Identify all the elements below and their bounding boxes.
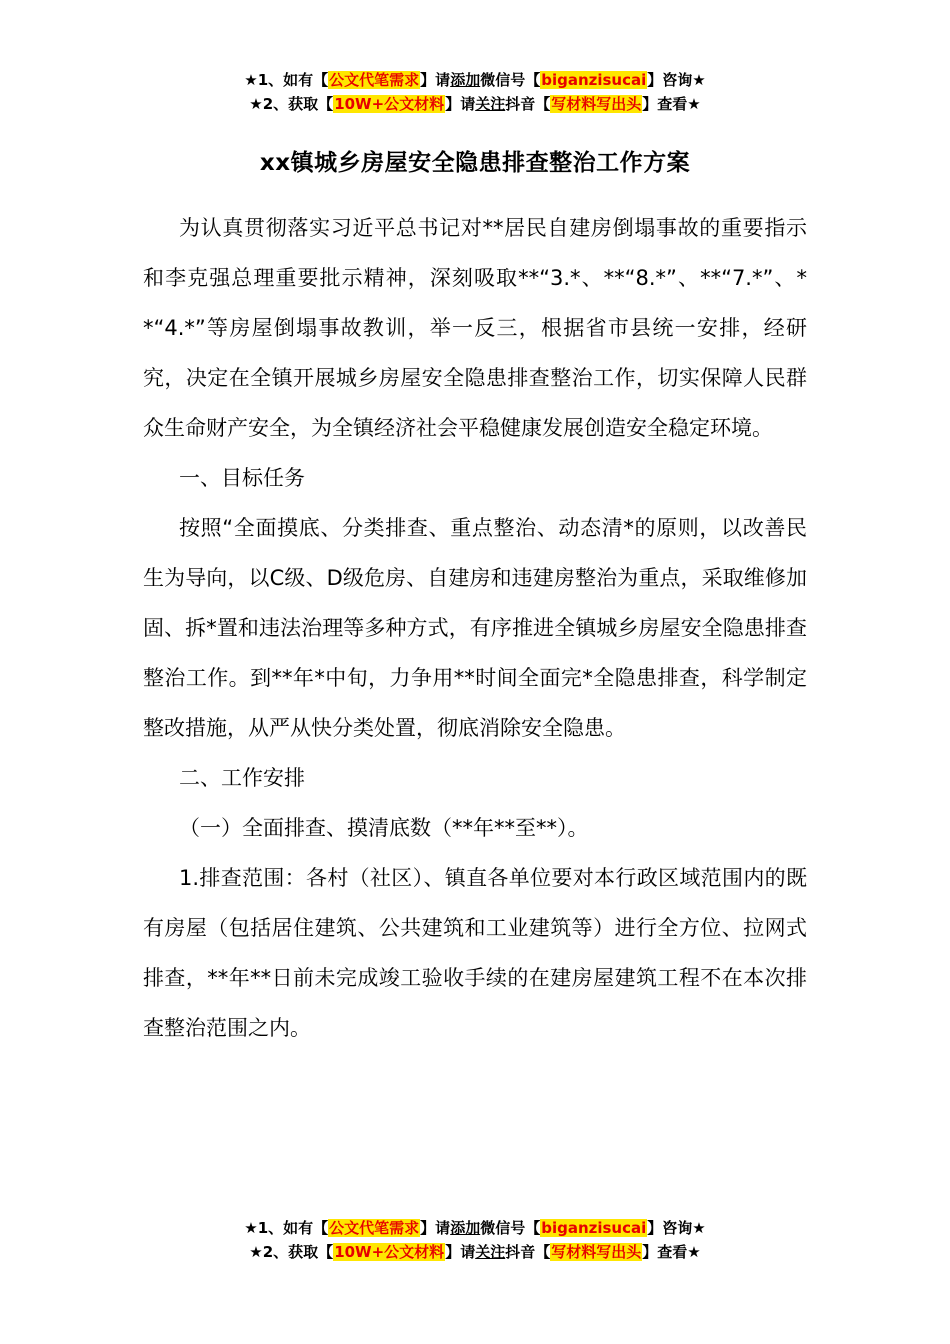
promo-douyin-id: 写材料写出头 <box>551 95 642 113</box>
promo-text: 】请 <box>445 95 476 113</box>
promo-douyin-id: 写材料写出头 <box>551 1243 642 1261</box>
promo-line-1 <box>0 68 950 92</box>
promo-highlight: 10W+公文材料 <box>334 95 445 113</box>
promo-text: ★2、获取【 <box>249 95 334 113</box>
promo-line-1 <box>0 1216 950 1240</box>
promo-text: 】请 <box>420 1219 451 1237</box>
promo-text: 】查看★ <box>642 95 701 113</box>
section-heading-arrangement: 二、工作安排 <box>179 766 305 790</box>
paragraph-goals: 按照“全面摸底、分类排查、重点整治、动态清*的原则，以改善民生为导向，以C级、D级危房、自建房和违建房整治为重点，采取维修加固、拆*置和违法治理等多种方式，有序推进全镇城乡房屋安全隐患排查整治工作。到**年*中旬，力争用**时间全面完*全隐患排查，科学制定整改措施，从严从快分类处置，彻底消除安全隐患。 <box>143 516 807 740</box>
promo-underlined: 关注 <box>475 95 506 113</box>
section-heading-goals: 一、目标任务 <box>179 466 305 490</box>
promo-wechat-id: biganzisucai <box>541 1219 647 1237</box>
paragraph-scope: 1.排查范围：各村（社区）、镇直各单位要对本行政区域范围内的既有房屋（包括居住建筑、公共建筑和工业建筑等）进行全方位、拉网式排查，**年**日前未完成竣工验收手续的在建房屋建筑工程不在本次排查整治范围之内。 <box>143 866 807 1040</box>
promo-text: 】查看★ <box>642 1243 701 1261</box>
promo-text: 】咨询★ <box>647 1219 706 1237</box>
promo-text: 】请 <box>420 71 451 89</box>
promo-banner-bottom <box>0 1216 950 1264</box>
promo-text: 微信号【 <box>480 1219 541 1237</box>
promo-text: ★1、如有【 <box>244 1219 329 1237</box>
promo-text: 】咨询★ <box>647 71 706 89</box>
promo-line-2 <box>0 92 950 116</box>
promo-highlight: 公文代笔需求 <box>329 1219 420 1237</box>
promo-banner-top <box>0 68 950 116</box>
document-body <box>143 203 807 1053</box>
promo-wechat-id: biganzisucai <box>541 71 647 89</box>
promo-text: 抖音【 <box>505 95 551 113</box>
promo-underlined: 关注 <box>475 1243 506 1261</box>
promo-highlight: 10W+公文材料 <box>334 1243 445 1261</box>
paragraph-intro: 为认真贯彻落实习近平总书记对**居民自建房倒塌事故的重要指示和李克强总理重要批示精神，深刻吸取**“3.*、**“8.*”、**“7.*”、**“4.*”等房屋倒塌事故教训，举一反三，根据省市县统一安排，经研究，决定在全镇开展城乡房屋安全隐患排查整治工作，切实保障人民群众生命财产安全，为全镇经济社会平稳健康发展创造安全稳定环境。 <box>143 216 807 440</box>
promo-text: ★1、如有【 <box>244 71 329 89</box>
promo-highlight: 公文代笔需求 <box>329 71 420 89</box>
promo-line-2 <box>0 1240 950 1264</box>
promo-text: 抖音【 <box>505 1243 551 1261</box>
promo-text: 微信号【 <box>480 71 541 89</box>
promo-text: ★2、获取【 <box>249 1243 334 1261</box>
promo-underlined: 添加 <box>450 1219 481 1237</box>
promo-text: 】请 <box>445 1243 476 1261</box>
subsection-heading-survey: （一）全面排查、摸清底数（**年**至**）。 <box>179 816 589 840</box>
promo-underlined: 添加 <box>450 71 481 89</box>
document-title: xx镇城乡房屋安全隐患排查整治工作方案 <box>259 150 691 176</box>
